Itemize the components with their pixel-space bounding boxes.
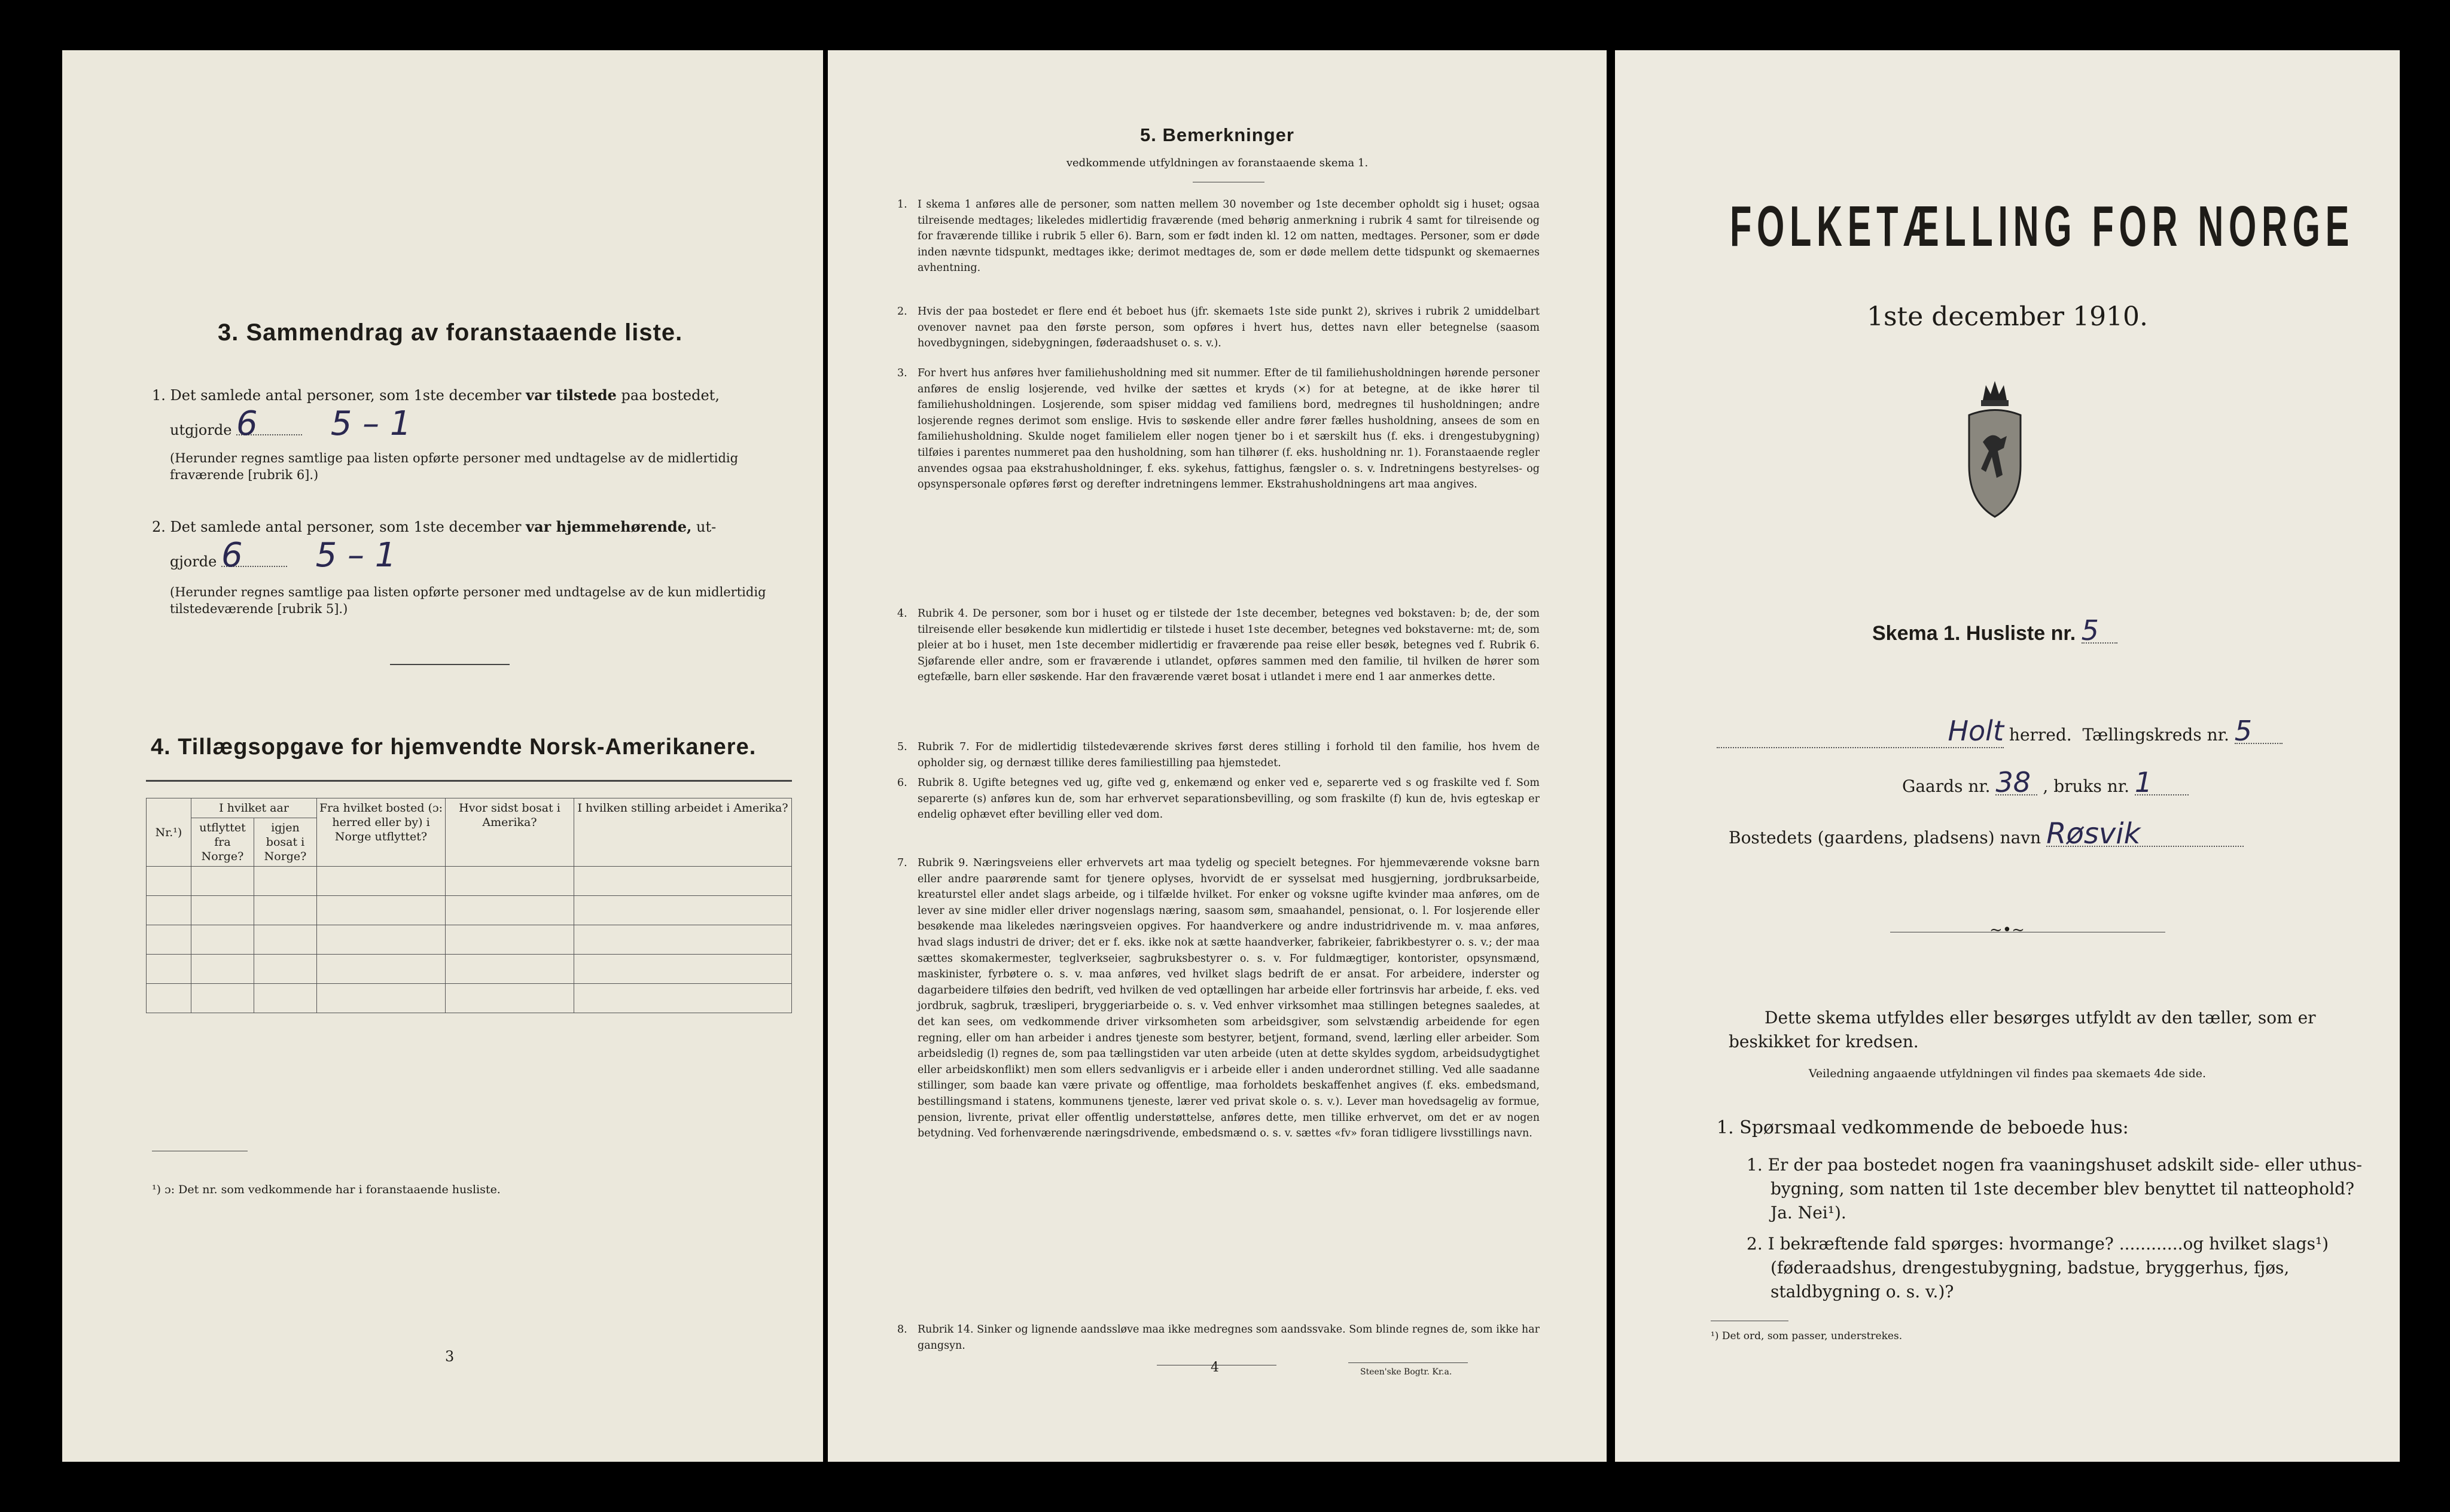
handwritten-present-count: 6 (236, 414, 302, 435)
handwritten-present-breakdown: 5 – 1 (330, 404, 412, 443)
page-number: 3 (445, 1348, 455, 1365)
summary-item-2-note: (Herunder regnes samtlige paa listen opførte personer med undtagelse av de kun midlertidig tilstedeværende [rubrik 5].) (170, 585, 766, 616)
intro-text: Dette skema utfyldes eller besørges utfyldt av den tæller, som er beskikket for kredsen. (1729, 1008, 2316, 1051)
summary-item-1-count: utgjorde 6 5 – 1 (170, 404, 412, 443)
remarks-title: 5. Bemerkninger (1140, 124, 1294, 145)
table-row (147, 984, 792, 1013)
remark-item: 3. For hvert hus anføres hver familiehusholdning med sit nummer. Efter de til familiehusholdningen hørende personer anføres de enslig losjerende, ved hvilke der sættes et kryds (×) for at betegne, at de ikke hører til familiehusholdningen. Losjerende, som spiser middag ved familiens bord, medregnes til husholdningen; andre losjerende regnes derimot som enslige. Hvis to søskende eller andre fører fælles husholdning, ansees de som en familiehusholdning. Skulde noget familielem eller nogen tjener bo i et særskilt hus (f. eks. i drengestubygning) tilføies i parentes nummeret paa den husholdning, som han tilhører (f. eks. husholdning nr. 1). Foranstaaende regler anvendes ogsaa paa ekstrahusholdninger, f. eks. sykehus, fattighus, fængsler o. s. v. Indretningens bestyrelses- og opsynspersonale opføres først og derefter indretningens lemmer. Ekstrahusholdningens art maa angives. (897, 367, 1540, 491)
handwritten-bosted: Røsvik (2046, 822, 2244, 847)
handwritten-husliste-nr: 5 (2082, 618, 2117, 644)
ornament-icon: ~•~ (1989, 921, 2025, 939)
handwritten-tellingskreds: 5 (2235, 719, 2283, 744)
table-row (147, 955, 792, 984)
handwritten-resident-count: 6 (221, 545, 287, 567)
table-row (147, 867, 792, 896)
section-3-title: 3. Sammendrag av foranstaaende liste. (218, 319, 683, 346)
question-1: 1. Er der paa bostedet nogen fra vaaningshuset adskilt side- eller uthus-bygning, som natten til 1ste december blev benyttet til natteophold? Ja. Nei¹). (1747, 1155, 2362, 1223)
questions-heading: 1. Spørsmaal vedkommende de beboede hus: (1717, 1117, 2129, 1138)
divider (390, 664, 510, 665)
handwritten-bruks-nr: 1 (2135, 770, 2189, 795)
page-3-summary (62, 50, 823, 1462)
summary-item-1: 1. Det samlede antal personer, som 1ste december var tilstede paa bostedet, (152, 386, 720, 404)
summary-item-1-note: (Herunder regnes samtlige paa listen opførte personer med undtagelse av de midlertidig fraværende [rubrik 6].) (170, 451, 739, 482)
page-4-remarks (828, 50, 1607, 1462)
remark-item: 1. I skema 1 anføres alle de personer, som natten mellem 30 november og 1ste december opholdt sig i huset; ogsaa tilreisende medtages; likeledes midlertidig fraværende (med behørig anmerkning i rubrik 4 samt for tilreisende og for fraværende tillike i rubrik 5 eller 6). Barn, som er født inden kl. 12 om natten, medtages. Personer, som er døde inden nævnte tidspunkt, medtages ikke; derimot medtages de, som er døde mellem dette tidspunkt og skemaernes avhentning. (897, 199, 1540, 275)
col-last: Hvor sidst bosat i Amerika? (446, 798, 574, 867)
handwritten-herred: Holt (1948, 715, 2004, 747)
remark-item: 4. Rubrik 4. De personer, som bor i huset og er tilstede der 1ste december, betegnes ved bokstaven: b; de, der som tilreisende eller besøkende kun midlertidig er tilstede i huset 1ste december, betegnes ved bokstaverne: mt; de, som pleier at bo i huset, men 1ste december midlertidig er fraværende paa reise eller besøk, betegnes ved f. Rubrik 6. Sjøfarende eller andre, som er fraværende i utlandet, opføres sammen med den familie, til hvilken de hører som egtefælle, barn eller søskende. Har den fraværende været bosat i utlandet i mere end 1 aar anmerkes dette. (897, 608, 1540, 684)
handwritten-gaards-nr: 38 (1995, 770, 2037, 795)
divider (1348, 1362, 1468, 1363)
remark-item: 8. Rubrik 14. Sinker og lignende aandssløve maa ikke medregnes som aandssvake. Som blinde regnes de, som ikke har gangsyn. (897, 1324, 1540, 1352)
census-date: 1ste december 1910. (1866, 301, 2149, 332)
table-row (147, 925, 792, 955)
summary-item-2: 2. Det samlede antal personer, som 1ste december var hjemmehørende, ut- (152, 518, 717, 535)
table-row (147, 896, 792, 925)
divider (146, 780, 792, 782)
remark-item: 6. Rubrik 8. Ugifte betegnes ved ug, gifte ved g, enkemænd og enker ved e, separerte ved s og fraskilte ved f. Som separerte (s) anføres kun de, som har erhvervet separationsbevilling, og som fraskilte (f) kun de, hvis egteskap er endelig ophævet efter bevilling eller ved dom. (897, 777, 1540, 821)
col-year-group: I hvilket aar (191, 798, 317, 818)
remark-item: 5. Rubrik 7. For de midlertidig tilstedeværende skrives først deres stilling i forhold til den familie, hos hvem de opholder sig, og dernæst tillike deres familiestilling paa hjemstedet. (897, 741, 1540, 769)
col-nr: Nr.¹) (147, 798, 191, 867)
remark-item: 7. Rubrik 9. Næringsveiens eller erhvervets art maa tydelig og specielt betegnes. For hjemmeværende voksne barn eller andre paarørende samt for tjenere oplyses, hvorvidt de er sysselsat med husgjerning, jordbruksarbeide, kreaturstel eller andet slags arbeide, og i tilfælde hvilket. For enker og voksne ugifte kvinder maa anføres, om de lever av sine midler eller driver nogenslags næring, saasom søm, smaahandel, pensionat, o. l. For losjerende eller besøkende maa likeledes næringsveien opgives. For haandverkere og andre industridrivende m. v. maa anføres, hvad slags industri de driver; det er f. eks. ikke nok at sætte haandverker, fabrikeier, fabrikbestyrer o. s. v.; der maa sættes skomakermester, teglverkseier, sagbruksbestyrer o. s. v. For fuldmægtiger, kontorister, opsynsmænd, maskinister, fyrbøtere o. s. v. maa anføres, ved hvilket slags bedrift de er ansat. For arbeidere, inderster og dagarbeidere tilføies den bedrift, ved hvilken de ved optællingen har arbeide eller fortrinsvis har arbeide, f. eks. ved jordbruk, sagbruk, træsliperi, bryggeriarbeide o. s. v. Ved enhver virksomhet maa stillingen betegnes saaledes, at det kan sees, om vedkommende driver virksomheten som arbeidsgiver, som selvstændig arbeidende for egen regning, eller om han arbeider i andres tjeneste som bestyrer, betjent, formand, svend, lærling eller arbeider. Som arbeidsledig (l) regnes de, som paa tællingstiden var uten arbeide (uten at dette skyldes sygdom, arbeidsudygtighet eller arbeidskonflikt) men som ellers sedvanligvis er i arbeide eller i anden underordnet stilling. Ved alle saadanne stillinger, som baade kan være private og offentlige, maa forholdets beskaffenhet angives (f. eks. embedsmand, bestillingsmand i statens, kommunens tjeneste, lærer ved privat skole o. s. v.). Lever man hovedsagelig av formue, pension, livrente, privat eller offentlig understøttelse, anføres dette, men tillike erhvervet, om det er av nogen betydning. Ved forhenværende næringsdrivende, embedsmænd o. s. v. sættes «fv» foran tidligere livsstillings navn. (897, 857, 1540, 1140)
section-4-title: 4. Tillægsopgave for hjemvendte Norsk-Amerikanere. (151, 734, 757, 760)
summary-item-2-count: gjorde 6 5 – 1 (170, 536, 397, 575)
printer-imprint: Steen'ske Bogtr. Kr.a. (1360, 1367, 1452, 1377)
col-returned: igjen bosat i Norge? (254, 818, 317, 867)
gaards-line: Gaards nr. 38 , bruks nr. 1 (1902, 770, 2189, 798)
remark-item: 2. Hvis der paa bostedet er flere end ét beboet hus (jfr. skemaets 1ste side punkt 2), skrives i rubrik 2 umiddelbart ovenover navnet paa den første person, som opføres i hvert hus, dettes navn eller betegnelse (saasom hovedbygningen, sidebygningen, føderaadshuset o. s. v.). (897, 306, 1540, 350)
herred-line: Holt herred. Tællingskreds nr. 5 (1717, 719, 2351, 748)
col-from: Fra hvilket bosted (ɔ: herred eller by) i Norge utflyttet? (317, 798, 446, 867)
page-1-cover (1615, 50, 2400, 1462)
question-2: 2. I bekræftende fald spørges: hvormange? ............og hvilket slags¹) (føderaadshus, drengestubygning, badstue, bryggerhus, fjøs, staldbygning o. s. v.)? (1747, 1234, 2329, 1301)
col-emigrated: utflyttet fra Norge? (191, 818, 254, 867)
norway-coat-of-arms-icon (1956, 376, 2034, 526)
handwritten-resident-breakdown: 5 – 1 (315, 536, 397, 575)
page-number: 4 (1211, 1360, 1219, 1375)
intro-guidance: Veiledning angaaende utfyldningen vil findes paa skemaets 4de side. (1808, 1067, 2207, 1080)
census-title: FOLKETÆLLING FOR NORGE (1730, 194, 2355, 258)
bosted-line: Bostedets (gaardens, pladsens) navn Røsvik (1729, 822, 2244, 850)
remarks-subtitle: vedkommende utfyldningen av foranstaaende skema 1. (1066, 157, 1369, 169)
table-footnote: ¹) ɔ: Det nr. som vedkommende har i foranstaaende husliste. (152, 1183, 501, 1196)
skema-line: Skema 1. Husliste nr. 5 (1872, 618, 2117, 645)
cover-footnote: ¹) Det ord, som passer, understrekes. (1711, 1330, 1903, 1342)
col-position: I hvilken stilling arbeidet i Amerika? (574, 798, 792, 867)
norsk-amerikanere-table (146, 798, 792, 1013)
